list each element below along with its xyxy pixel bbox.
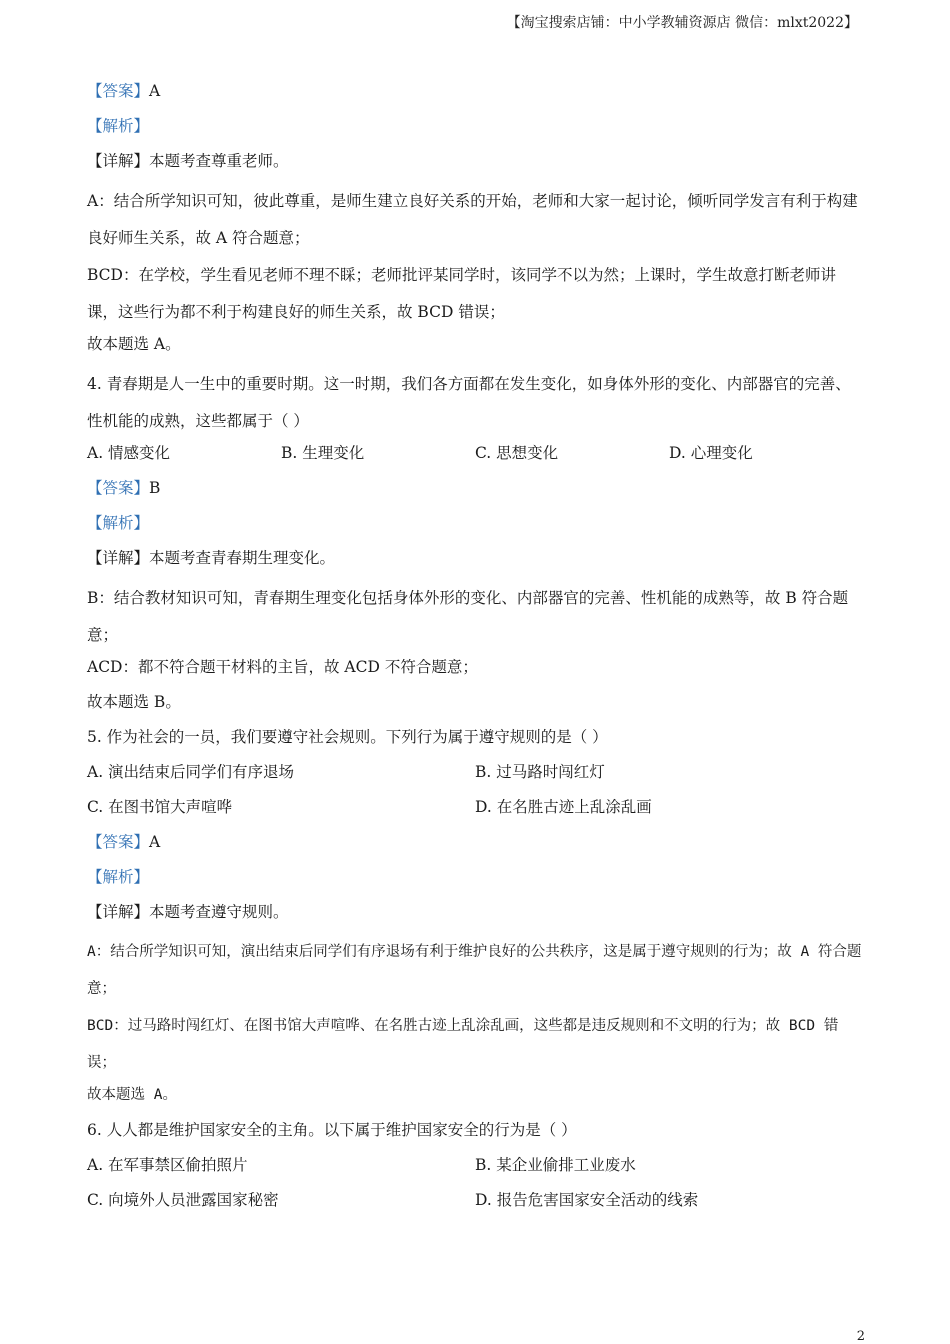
analysis-tag: 【解析】 [87,868,150,886]
question-6-options-row1 [87,1152,863,1179]
option-a: A. 演出结束后同学们有序退场 [87,763,295,781]
question-6-stem: 6. 人人都是维护国家安全的主角。以下属于维护国家安全的行为是（ ） [87,1121,577,1139]
conclusion-line: 故本题选 A。 [87,335,181,353]
answer-value: B [149,479,161,497]
analysis-tag: 【解析】 [87,514,150,532]
option-b: B. 生理变化 [281,444,365,462]
answer-tag: 【答案】 [87,833,150,851]
option-b: B. 某企业偷排工业废水 [475,1156,636,1174]
option-c: C. 向境外人员泄露国家秘密 [87,1191,279,1209]
option-a: A. 在军事禁区偷拍照片 [87,1156,248,1174]
page-header: 【淘宝搜索店铺：中小学教辅资源店 微信：mlxt2022】 [506,15,858,31]
page-number: 2 [856,1329,865,1344]
explanation-b: B：结合教材知识可知，青春期生理变化包括身体外形的变化、内部器官的完善、性机能的成熟等，故 B 符合题意； [87,589,849,644]
answer-line [87,829,863,856]
answer-tag: 【答案】 [87,479,150,497]
conclusion-line: 故本题选 A。 [87,1087,177,1103]
option-b: B. 过马路时闯红灯 [475,763,605,781]
option-d: D. 在名胜古迹上乱涂乱画 [475,798,652,816]
question-4-stem: 4. 青春期是人一生中的重要时期。这一时期，我们各方面都在发生变化，如身体外形的变化、内部器官的完善、性机能的成熟，这些都属于（ ） [87,375,851,430]
answer-line [87,475,863,502]
analysis-tag: 【解析】 [87,117,150,135]
answer-value: A [149,833,161,851]
question-4-options [87,440,863,467]
option-d: D. 心理变化 [669,444,753,462]
detail-line: 【详解】本题考查遵守规则。 [87,903,289,921]
option-d: D. 报告危害国家安全活动的线索 [475,1191,699,1209]
question-5-stem: 5. 作为社会的一员，我们要遵守社会规则。下列行为属于遵守规则的是（ ） [87,728,608,746]
answer-value: A [149,82,161,100]
detail-line: 【详解】本题考查尊重老师。 [87,152,289,170]
option-a: A. 情感变化 [87,444,171,462]
answer-tag: 【答案】 [87,82,150,100]
document-body [87,78,863,1222]
question-6-options-row2 [87,1187,863,1214]
option-c: C. 思想变化 [475,444,559,462]
explanation-a: A：结合所学知识可知，演出结束后同学们有序退场有利于维护良好的公共秩序，这是属于遵守规则的行为；故 A 符合题意； [87,944,862,997]
detail-line: 【详解】本题考查青春期生理变化。 [87,549,336,567]
option-c: C. 在图书馆大声喧哗 [87,798,233,816]
answer-line [87,78,863,105]
explanation-bcd: BCD：过马路时闯红灯、在图书馆大声喧哗、在名胜古迹上乱涂乱画，这些都是违反规则和不文明的行为；故 BCD 错误； [87,1018,839,1071]
conclusion-line: 故本题选 B。 [87,693,181,711]
explanation-bcd: BCD：在学校，学生看见老师不理不睬；老师批评某同学时，该同学不以为然；上课时，学生故意打断老师讲课，这些行为都不利于构建良好的师生关系，故 BCD 错误； [87,266,836,321]
explanation-a: A：结合所学知识可知，彼此尊重，是师生建立良好关系的开始，老师和大家一起讨论，倾听同学发言有利于构建良好师生关系，故 A 符合题意； [87,192,858,247]
explanation-acd: ACD：都不符合题干材料的主旨，故 ACD 不符合题意； [87,658,478,676]
question-5-options-row1 [87,759,863,786]
question-5-options-row2 [87,794,863,821]
